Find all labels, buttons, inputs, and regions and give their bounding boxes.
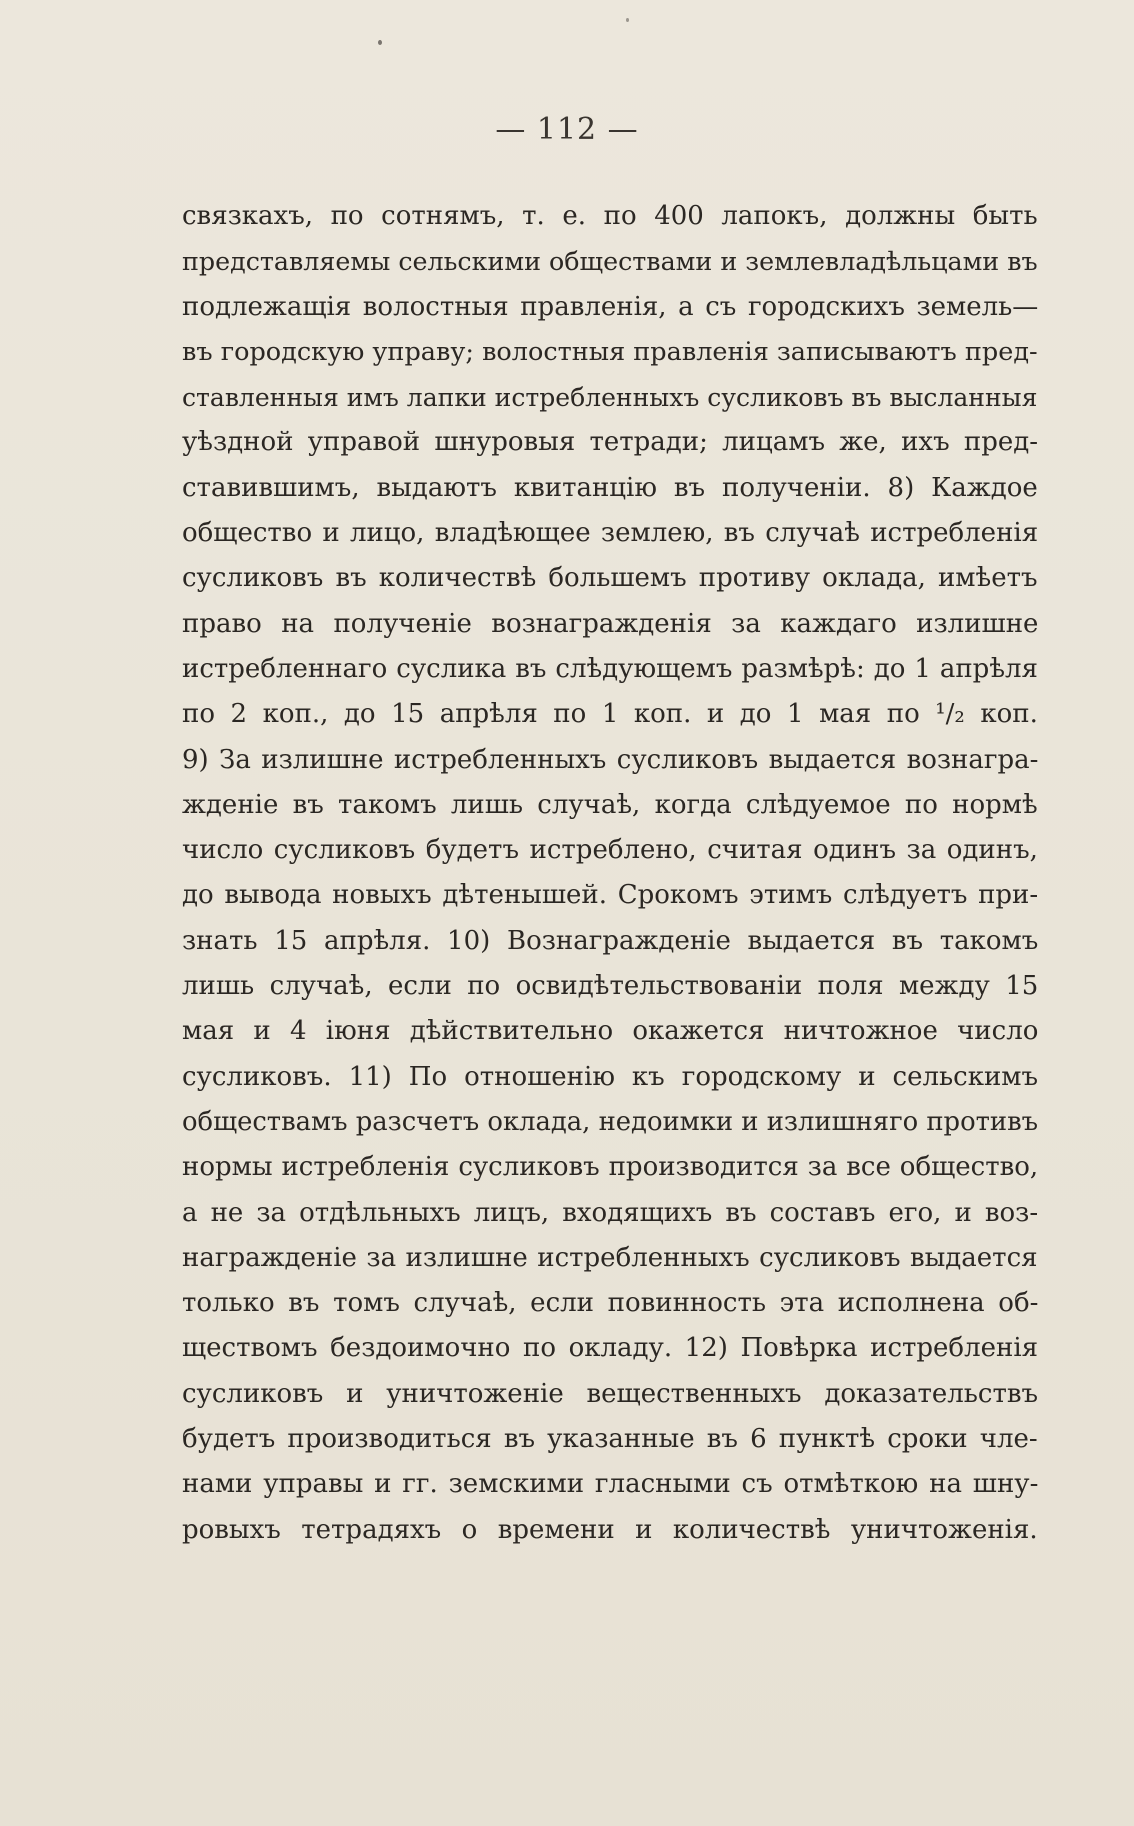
text-line: 9) За излишне истребленныхъ сусликовъ выдается вознагра- <box>182 744 1038 775</box>
text-line: ставленныя имъ лапки истребленныхъ сусликовъ въ высланныя <box>182 383 1038 413</box>
text-line: связкахъ, по сотнямъ, т. е. по 400 лапокъ, должны быть <box>182 201 1038 231</box>
text-line: жденіе въ такомъ лишь случаѣ, когда слѣдуемое по нормѣ <box>182 789 1038 820</box>
ink-speck <box>626 18 629 22</box>
text-line: сусликовъ и уничтоженіе вещественныхъ доказательствъ <box>182 1378 1038 1409</box>
text-line: только въ томъ случаѣ, если повинность эта исполнена об- <box>182 1288 1038 1319</box>
text-line: общество и лицо, владѣющее землею, въ случаѣ истребленія <box>182 518 1038 549</box>
text-line: нормы истребленія сусликовъ производится за все общество, <box>182 1152 1038 1183</box>
text-line: въ городскую управу; волостныя правленія записываютъ пред- <box>182 336 1038 367</box>
page-number: — 112 — <box>495 112 639 147</box>
text-line: до вывода новыхъ дѣтенышей. Срокомъ этимъ слѣдуетъ при- <box>182 880 1038 911</box>
text-line: нами управы и гг. земскими гласными съ отмѣткою на шну- <box>182 1469 1038 1500</box>
text-line: сусликовъ. 11) По отношенію къ городскому и сельскимъ <box>182 1061 1038 1092</box>
body-text <box>182 194 1038 1553</box>
text-line: будетъ производиться въ указанные въ 6 пунктѣ сроки чле- <box>182 1424 1038 1455</box>
text-line: уѣздной управой шнуровыя тетради; лицамъ же, ихъ пред- <box>182 427 1038 458</box>
text-line: число сусликовъ будетъ истреблено, считая одинъ за одинъ, <box>182 835 1038 866</box>
text-line: ществомъ бездоимочно по окладу. 12) Повѣрка истребленія <box>182 1333 1038 1364</box>
text-line: представляемы сельскими обществами и землевладѣльцами въ <box>182 246 1038 277</box>
text-line: знать 15 апрѣля. 10) Вознагражденіе выдается въ такомъ <box>182 925 1038 956</box>
text-line: истребленнаго суслика въ слѣдующемъ размѣрѣ: до 1 апрѣля <box>182 653 1038 684</box>
text-line: а не за отдѣльныхъ лицъ, входящихъ въ составъ его, и воз- <box>182 1197 1038 1228</box>
text-line: награжденіе за излишне истребленныхъ сусликовъ выдается <box>182 1242 1038 1273</box>
text-line: по 2 коп., до 15 апрѣля по 1 коп. и до 1 мая по ¹/₂ коп. <box>182 699 1038 730</box>
text-line: право на полученіе вознагражденія за каждаго излишне <box>182 608 1038 639</box>
text-line: подлежащія волостныя правленія, а съ городскихъ земель— <box>182 291 1038 322</box>
text-line: ставившимъ, выдаютъ квитанцію въ полученіи. 8) Каждое <box>182 472 1038 503</box>
text-line: обществамъ разсчетъ оклада, недоимки и излишняго противъ <box>182 1106 1038 1137</box>
text-line: ровыхъ тетрадяхъ о времени и количествѣ уничтоженія. <box>182 1514 1038 1545</box>
text-line: мая и 4 іюня дѣйствительно окажется ничтожное число <box>182 1016 1038 1047</box>
text-line: лишь случаѣ, если по освидѣтельствованіи поля между 15 <box>182 971 1038 1002</box>
text-line: сусликовъ въ количествѣ большемъ противу оклада, имѣетъ <box>182 563 1038 594</box>
ink-speck <box>378 40 382 45</box>
